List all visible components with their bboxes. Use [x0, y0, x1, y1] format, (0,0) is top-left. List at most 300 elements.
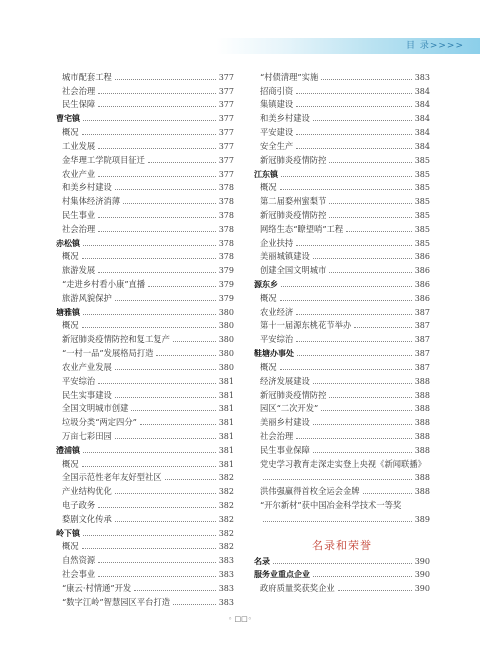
toc-entry[interactable]	[56, 69, 234, 83]
toc-entry-label: 工业发展	[62, 140, 96, 151]
leader-dots	[148, 286, 216, 287]
toc-entry-label: 社会治理	[62, 85, 96, 96]
toc-entry-label: 概况	[62, 251, 79, 262]
toc-entry[interactable]	[254, 373, 430, 387]
toc-page-number: 385	[414, 224, 430, 234]
leader-dots	[82, 548, 216, 549]
toc-entry-label: 概况	[260, 292, 277, 303]
leader-dots	[297, 355, 412, 356]
toc-entry[interactable]	[254, 511, 430, 525]
toc-entry-label: 概况	[62, 541, 79, 552]
leader-dots	[83, 314, 216, 315]
toc-page-number: 388	[414, 418, 430, 428]
toc-entry[interactable]	[56, 456, 234, 470]
leader-dots	[321, 410, 411, 411]
toc-page-number: 383	[414, 72, 430, 82]
toc-page-number: 379	[218, 293, 234, 303]
toc-entry[interactable]	[56, 594, 234, 608]
toc-entry-label: 招商引资	[260, 85, 294, 96]
toc-section-entry[interactable]	[56, 304, 234, 318]
toc-page-number: 379	[218, 266, 234, 276]
toc-entry[interactable]	[56, 511, 234, 525]
toc-entry[interactable]	[254, 580, 430, 594]
toc-page-number: 381	[218, 431, 234, 441]
leader-dots	[329, 217, 411, 218]
leader-dots	[115, 493, 216, 494]
toc-entry[interactable]	[56, 373, 234, 387]
toc-entry-label: “数字江岭”智慧园区平台打造	[62, 596, 171, 607]
toc-entry-label: 美丽城镇建设	[260, 251, 310, 262]
toc-entry[interactable]	[254, 414, 430, 428]
toc-page-number: 381	[218, 390, 234, 400]
leader-dots	[82, 258, 216, 259]
toc-entry-label: 网络生态“瞭望哨”工程	[260, 223, 344, 234]
toc-page-number: 385	[414, 210, 430, 220]
toc-page-number: 385	[414, 169, 430, 179]
toc-page-number: 387	[414, 362, 430, 372]
toc-page-number: 380	[218, 321, 234, 331]
toc-entry[interactable]	[56, 97, 234, 111]
toc-page-number: 384	[414, 128, 430, 138]
toc-entry[interactable]	[56, 428, 234, 442]
leader-dots	[148, 162, 216, 163]
header-title: 目 录>>>>	[405, 41, 464, 51]
toc-page-number: 380	[218, 349, 234, 359]
toc-page-number: 388	[414, 473, 430, 483]
toc-entry-label: 民生保障	[62, 99, 96, 110]
toc-page-number: 379	[218, 280, 234, 289]
toc-entry[interactable]	[254, 331, 430, 345]
toc-entry[interactable]	[56, 276, 234, 290]
toc-entry-label: 金华理工学院项目征迁	[62, 154, 145, 165]
leader-dots	[173, 604, 216, 605]
toc-entry[interactable]	[254, 304, 430, 318]
toc-entry[interactable]	[254, 193, 430, 207]
leader-dots	[313, 120, 412, 121]
toc-entry-label: 企业扶持	[260, 237, 294, 248]
toc-entry-label: 第十一届源东桃花节举办	[260, 320, 352, 331]
leader-dots	[329, 162, 411, 163]
leader-dots	[82, 466, 216, 467]
toc-entry[interactable]	[254, 318, 430, 332]
toc-entry-label: 城市配套工程	[62, 71, 112, 82]
leader-dots	[313, 258, 412, 259]
leader-dots	[115, 369, 216, 370]
toc-entry[interactable]	[56, 152, 234, 166]
leader-dots	[280, 189, 412, 190]
leader-dots	[321, 79, 411, 80]
toc-page-number: 389	[414, 514, 430, 524]
toc-page-number: 383	[218, 556, 234, 566]
toc-entry-label: 澧浦镇	[56, 445, 80, 455]
toc-entry-label: 赤松镇	[56, 238, 80, 248]
toc-page-number: 380	[218, 335, 234, 345]
toc-entry-label: 农业产业发展	[62, 361, 112, 372]
toc-entry-label: 集镇建设	[260, 99, 294, 110]
toc-entry-label: 旅游发展	[62, 265, 96, 276]
leader-dots	[296, 314, 412, 315]
leader-dots	[329, 272, 411, 273]
toc-entry[interactable]	[56, 318, 234, 332]
leader-dots	[296, 93, 412, 94]
toc-entry-label: 婺剧文化传承	[62, 513, 112, 524]
toc-entry[interactable]	[56, 566, 234, 580]
toc-entry[interactable]	[254, 110, 430, 124]
leader-dots	[329, 203, 411, 204]
toc-page-number: 377	[218, 155, 234, 165]
leader-dots	[338, 590, 412, 591]
toc-page-number: 377	[218, 100, 234, 110]
toc-entry-label: 社会事业	[62, 569, 96, 580]
leader-dots	[98, 507, 216, 508]
leader-dots	[263, 521, 412, 522]
toc-page-number: 386	[414, 266, 430, 276]
toc-entry-label: “康云·村情通”开发	[62, 582, 132, 593]
toc-page-number: 377	[218, 169, 234, 179]
toc-page-number: 378	[218, 210, 234, 220]
toc-page-number: 382	[218, 528, 234, 538]
toc-entry-label: 概况	[260, 361, 277, 372]
page-footer: ◦ □□◦	[228, 615, 252, 623]
toc-section-entry[interactable]	[254, 345, 430, 359]
toc-entry[interactable]	[254, 138, 430, 152]
leader-dots	[281, 286, 412, 287]
leader-dots	[296, 245, 412, 246]
toc-entry-label: 概况	[62, 127, 79, 138]
toc-page-number: 382	[218, 487, 234, 497]
toc-entry-label: 民生事业	[62, 209, 96, 220]
toc-entry-label: 概况	[62, 458, 79, 469]
toc-page-number: 387	[414, 307, 430, 317]
toc-entry[interactable]	[56, 414, 234, 428]
toc-entry-label: 概况	[260, 182, 277, 193]
toc-page-number: 387	[414, 335, 430, 345]
toc-entry[interactable]	[56, 138, 234, 152]
toc-entry[interactable]	[56, 539, 234, 553]
toc-entry-label: 民生事业保障	[260, 444, 310, 455]
toc-entry[interactable]	[254, 470, 430, 484]
toc-page-number: 383	[218, 583, 234, 593]
leader-dots	[98, 106, 216, 107]
honors-section-title: 名录和荣誉	[312, 538, 372, 552]
toc-page-number: 387	[414, 349, 430, 359]
toc-page-number: 381	[218, 445, 234, 455]
leader-dots	[273, 563, 412, 564]
toc-entry-label: 新冠肺炎疫情防控	[260, 154, 327, 165]
leader-dots	[131, 410, 215, 411]
toc-entry-label: 万亩七彩田园	[62, 430, 112, 441]
toc-entry-label: “走进乡村看小康”直播	[62, 279, 146, 289]
leader-dots	[156, 355, 215, 356]
toc-entry-label: 美丽乡村建设	[260, 417, 310, 428]
toc-entry[interactable]	[56, 262, 234, 276]
leader-dots	[98, 148, 216, 149]
toc-entry[interactable]	[56, 580, 234, 594]
toc-entry[interactable]	[56, 166, 234, 180]
toc-page-number: 384	[414, 100, 430, 110]
header-band	[0, 38, 480, 54]
leader-dots	[98, 176, 216, 177]
toc-page-number: 378	[218, 238, 234, 248]
toc-page-number: 383	[218, 597, 234, 607]
toc-entry-label: 全国文明城市创建	[62, 403, 129, 414]
toc-entry-label: 政府质量奖获奖企业	[260, 583, 335, 594]
toc-entry-label: “一村一品”发展格局打造	[62, 348, 154, 359]
toc-entry-label: 新冠肺炎疫情防控和复工复产	[62, 334, 170, 345]
toc-entry[interactable]	[254, 387, 430, 401]
toc-page-number: 378	[218, 183, 234, 193]
toc-entry-label: “开尔新材”获中国冶金科学技术一等奖	[260, 500, 402, 510]
toc-entry-label: “村债清理”实施	[260, 71, 319, 82]
toc-entry-label: 第二届婺州蜜梨节	[260, 196, 327, 207]
toc-page-number: 378	[218, 252, 234, 262]
leader-dots	[83, 120, 216, 121]
toc-entry-label: 平安建设	[260, 127, 294, 138]
toc-entry[interactable]	[254, 497, 430, 511]
toc-entry[interactable]	[56, 470, 234, 484]
leader-dots	[296, 106, 412, 107]
leader-dots	[173, 341, 216, 342]
toc-entry-label: 农业经济	[260, 306, 294, 317]
leader-dots	[98, 93, 216, 94]
leader-dots	[83, 535, 216, 536]
toc-page-number: 378	[218, 197, 234, 207]
leader-dots	[165, 479, 216, 480]
toc-page-number: 378	[218, 224, 234, 234]
toc-entry-label: 新冠肺炎疫情防控	[260, 389, 327, 400]
toc-entry-label: 洪伟强赢得首枚全运会金牌	[260, 486, 360, 497]
toc-entry-label: 创建全国文明城市	[260, 265, 327, 276]
toc-entry-label: 自然资源	[62, 555, 96, 566]
toc-page-number: 381	[218, 376, 234, 386]
toc-entry[interactable]	[254, 124, 430, 138]
toc-entry[interactable]	[56, 345, 234, 359]
toc-page-number: 388	[414, 431, 430, 441]
toc-entry-label: 旅游风貌保护	[62, 292, 112, 303]
toc-entry-label: 服务业重点企业	[254, 570, 310, 580]
leader-dots	[280, 300, 412, 301]
toc-entry-label: 全国示范性老年友好型社区	[62, 472, 162, 483]
toc-entry[interactable]	[56, 497, 234, 511]
toc-entry-label: 鞋塘办事处	[254, 349, 294, 359]
leader-dots	[263, 479, 412, 480]
toc-entry[interactable]	[254, 428, 430, 442]
toc-page-number: 390	[414, 570, 430, 580]
leader-dots	[313, 424, 412, 425]
toc-page-number: 384	[414, 114, 430, 124]
toc-page-number: 390	[414, 556, 430, 566]
toc-entry[interactable]	[56, 207, 234, 221]
toc-page-number: 381	[218, 459, 234, 469]
toc-section-entry[interactable]	[254, 553, 430, 567]
toc-entry-label: 江东镇	[254, 169, 278, 179]
toc-section-entry[interactable]	[56, 442, 234, 456]
toc-entry[interactable]	[56, 331, 234, 345]
toc-entry[interactable]	[56, 387, 234, 401]
toc-entry-label: 社会治理	[62, 223, 96, 234]
toc-entry-label: 源东乡	[254, 280, 278, 289]
leader-dots	[313, 383, 412, 384]
toc-entry-label: 电子政务	[62, 500, 96, 510]
toc-page-number: 388	[414, 376, 430, 386]
toc-entry[interactable]	[56, 249, 234, 263]
toc-page-number: 386	[414, 280, 430, 289]
toc-page-number: 380	[218, 362, 234, 372]
toc-page-number: 377	[218, 86, 234, 96]
toc-page-number: 385	[414, 155, 430, 165]
leader-dots	[82, 327, 216, 328]
toc-entry-label: 垃圾分类“两定四分”	[62, 417, 137, 428]
toc-entry[interactable]	[56, 83, 234, 97]
toc-section-entry[interactable]	[56, 525, 234, 539]
toc-entry-label: 经济发展建设	[260, 375, 310, 386]
leader-dots	[296, 134, 412, 135]
toc-entry[interactable]	[254, 442, 430, 456]
toc-entry[interactable]	[56, 180, 234, 194]
leader-dots	[296, 341, 412, 342]
toc-entry-label: 产业结构优化	[62, 486, 112, 497]
leader-dots	[313, 576, 412, 577]
toc-entry-label: 曹宅镇	[56, 114, 80, 124]
toc-entry-label: 和美乡村建设	[62, 182, 112, 193]
toc-page-number: 386	[414, 293, 430, 303]
toc-entry-label: 名录	[254, 556, 270, 566]
leader-dots	[296, 438, 412, 439]
toc-page-number: 377	[218, 141, 234, 151]
leader-dots	[98, 562, 216, 563]
toc-page-number: 382	[218, 473, 234, 483]
toc-entry[interactable]	[56, 193, 234, 207]
leader-dots	[98, 231, 216, 232]
leader-dots	[115, 79, 216, 80]
leader-dots	[280, 369, 412, 370]
toc-entry[interactable]	[254, 180, 430, 194]
toc-page-number: 377	[218, 128, 234, 138]
toc-entry-label: 民生实事建设	[62, 389, 112, 400]
toc-right-column	[254, 69, 430, 594]
toc-section-entry[interactable]	[254, 567, 430, 581]
leader-dots	[115, 300, 216, 301]
leader-dots	[98, 272, 216, 273]
toc-entry[interactable]	[254, 83, 430, 97]
toc-page-number: 384	[414, 86, 430, 96]
toc-page-number: 387	[414, 321, 430, 331]
toc-entry-label: 平安综治	[260, 334, 294, 345]
toc-entry-label: 村集体经济消薄	[62, 196, 121, 207]
leader-dots	[313, 452, 412, 453]
toc-entry[interactable]	[254, 359, 430, 373]
toc-entry[interactable]	[56, 483, 234, 497]
leader-dots	[115, 189, 216, 190]
toc-page-number: 385	[414, 197, 430, 207]
toc-entry[interactable]	[254, 290, 430, 304]
toc-entry[interactable]	[56, 124, 234, 138]
toc-page-number: 385	[414, 183, 430, 193]
toc-page-number: 377	[218, 72, 234, 82]
toc-left-column	[56, 69, 234, 608]
toc-page-number: 382	[218, 501, 234, 510]
leader-dots	[123, 203, 216, 204]
leader-dots	[98, 383, 216, 384]
toc-entry-label: 平安综治	[62, 375, 96, 386]
toc-entry-label: 安全生产	[260, 140, 294, 151]
toc-entry[interactable]	[254, 207, 430, 221]
leader-dots	[134, 590, 216, 591]
leader-dots	[82, 134, 216, 135]
leader-dots	[281, 176, 412, 177]
toc-entry[interactable]	[254, 152, 430, 166]
toc-entry-label: 概况	[62, 320, 79, 331]
toc-entry-label: 塘雅镇	[56, 307, 80, 317]
toc-page-number: 377	[218, 114, 234, 124]
toc-section-entry[interactable]	[254, 166, 430, 180]
toc-entry-label: 党史学习教育走深走实登上央视《新闻联播》	[260, 458, 426, 469]
toc-entry[interactable]	[254, 249, 430, 263]
toc-page-number: 381	[218, 418, 234, 428]
toc-entry[interactable]	[56, 221, 234, 235]
toc-entry[interactable]	[254, 483, 430, 497]
toc-entry[interactable]	[254, 262, 430, 276]
toc-page-number: 382	[218, 514, 234, 524]
toc-section-entry[interactable]	[254, 276, 430, 290]
toc-entry[interactable]	[254, 221, 430, 235]
toc-page-number: 388	[414, 404, 430, 414]
toc-entry-label: 岭下镇	[56, 528, 80, 538]
toc-entry[interactable]	[254, 235, 430, 249]
toc-entry[interactable]	[254, 69, 430, 83]
toc-section-entry[interactable]	[56, 235, 234, 249]
leader-dots	[115, 397, 216, 398]
toc-page-number: 385	[414, 238, 430, 248]
toc-entry-label: 新冠肺炎疫情防控	[260, 209, 327, 220]
leader-dots	[140, 424, 216, 425]
toc-entry[interactable]	[56, 401, 234, 415]
toc-page-number: 390	[414, 584, 430, 594]
toc-page-number: 381	[218, 404, 234, 414]
toc-entry[interactable]	[254, 97, 430, 111]
toc-entry[interactable]	[56, 359, 234, 373]
toc-page-number: 382	[218, 542, 234, 552]
toc-page-number: 383	[218, 570, 234, 580]
toc-entry[interactable]	[56, 552, 234, 566]
toc-entry-label: 农业产业	[62, 168, 96, 179]
leader-dots	[329, 397, 411, 398]
leader-dots	[346, 231, 412, 232]
toc-entry-label: 社会治理	[260, 430, 294, 441]
toc-section-entry[interactable]	[56, 110, 234, 124]
toc-entry[interactable]	[254, 401, 430, 415]
leader-dots	[115, 521, 216, 522]
toc-entry[interactable]	[254, 456, 430, 470]
leader-dots	[115, 438, 216, 439]
toc-page-number: 386	[414, 252, 430, 262]
toc-entry[interactable]	[56, 290, 234, 304]
toc-page-number: 384	[414, 141, 430, 151]
leader-dots	[354, 327, 411, 328]
toc-page-number: 388	[414, 445, 430, 455]
leader-dots	[363, 493, 412, 494]
toc-page-number: 388	[414, 487, 430, 497]
toc-entry-label: 和美乡村建设	[260, 113, 310, 124]
leader-dots	[296, 148, 412, 149]
leader-dots	[98, 217, 216, 218]
toc-page-number: 388	[414, 390, 430, 400]
toc-page-number: 380	[218, 307, 234, 317]
leader-dots	[83, 452, 216, 453]
toc-entry-label: 园区“二次开发”	[260, 403, 319, 414]
leader-dots	[98, 576, 216, 577]
leader-dots	[83, 245, 216, 246]
